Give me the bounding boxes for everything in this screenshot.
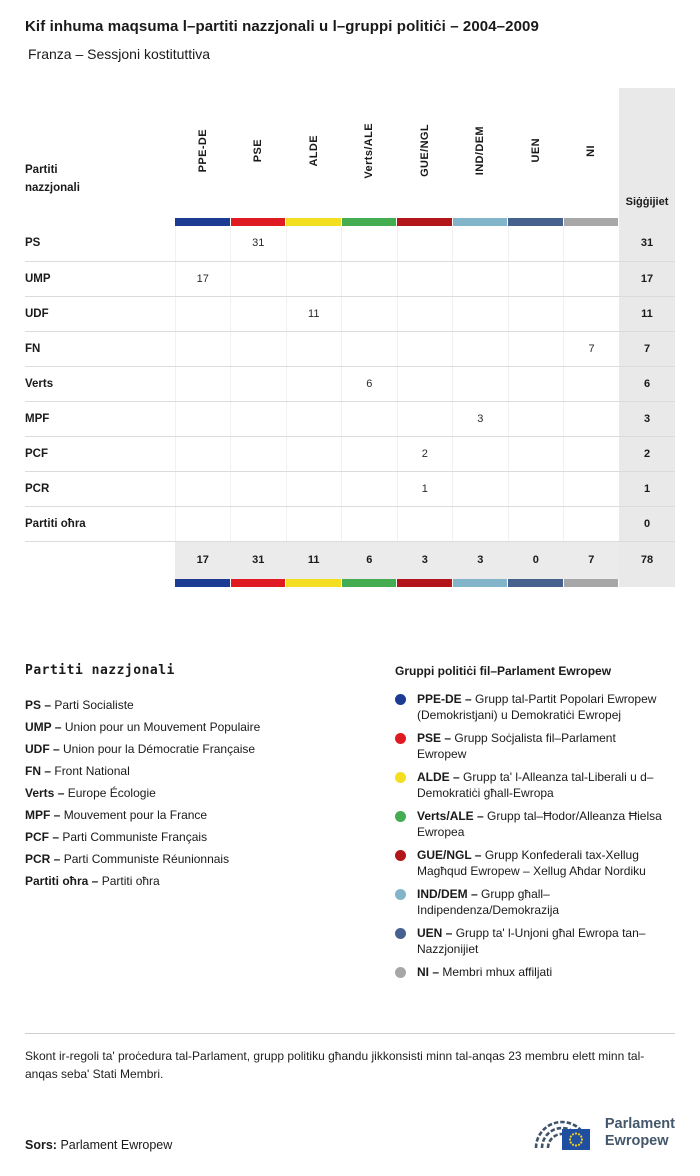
total-cell: 17 (175, 541, 231, 579)
gue-ngl-color-bar (397, 218, 452, 226)
value-cell (508, 261, 564, 296)
legend-item-alde: ALDE – Grupp ta' l-Alleanza tal-Liberali u d–Demokratiċi għall-Ewropa (395, 770, 665, 801)
value-cell (175, 401, 231, 436)
value-cell (231, 331, 287, 366)
value-cell (453, 261, 509, 296)
total-cell: 0 (508, 541, 564, 579)
ind-dem-color-bar (453, 218, 508, 226)
value-cell (231, 296, 287, 331)
value-cell (397, 261, 453, 296)
seats-cell: 1 (619, 471, 675, 506)
page-title: Kif inhuma maqsuma l–partiti nazzjonali u l–gruppi politiċi – 2004–2009 (25, 18, 539, 35)
parliament-logo (532, 1110, 675, 1156)
value-cell: 3 (453, 401, 509, 436)
seats-cell: 2 (619, 436, 675, 471)
legend-item-partiti-ohra: Partiti oħra – Partiti oħra (25, 874, 160, 888)
hemicycle-eu-flag-icon (532, 1110, 596, 1156)
ppe-de-color-bar (175, 579, 230, 587)
value-cell (564, 296, 620, 331)
legend-item-uen: UEN – Grupp ta' l-Unjoni għal Ewropa tan–Nazzjonijiet (395, 926, 665, 957)
party-label: UMP (25, 261, 175, 296)
seats-cell: 11 (619, 296, 675, 331)
value-cell (342, 261, 398, 296)
seats-column-fill (619, 579, 675, 587)
pse-color-bar (231, 579, 286, 587)
value-cell (564, 226, 620, 261)
parties-legend (25, 663, 395, 989)
value-cell (397, 506, 453, 541)
alde-color-dot (395, 772, 406, 783)
gue-ngl-color-bar (397, 579, 452, 587)
value-cell (231, 366, 287, 401)
seats-cell: 17 (619, 261, 675, 296)
groups-legend-title: Gruppi politiċi fil–Parlament Ewropew (395, 664, 612, 678)
legend-item-ps: PS – Parti Socialiste (25, 698, 134, 712)
value-cell (453, 226, 509, 261)
total-cell: 3 (397, 541, 453, 579)
table-row-fn (25, 331, 675, 366)
value-cell (286, 226, 342, 261)
ni-color-bar (564, 218, 619, 226)
value-cell (286, 261, 342, 296)
value-cell (508, 331, 564, 366)
value-cell (286, 436, 342, 471)
seats-cell: 7 (619, 331, 675, 366)
value-cell (231, 506, 287, 541)
value-cell (397, 296, 453, 331)
table-row-verts (25, 366, 675, 401)
value-cell (453, 506, 509, 541)
value-cell (175, 436, 231, 471)
total-cell: 31 (231, 541, 287, 579)
totals-row (25, 541, 675, 579)
value-cell (342, 331, 398, 366)
value-cell (453, 471, 509, 506)
legend-item-verts: Verts – Europe Écologie (25, 786, 156, 800)
page-subtitle: Franza – Sessjoni kostituttiva (28, 46, 211, 62)
value-cell (342, 471, 398, 506)
column-header-verts-ale: Verts/ALE (363, 122, 376, 179)
footnote-text: Skont ir-regoli ta' proċedura tal-Parlament, grupp politiku għandu jikkonsisti minn tal-anqas 23 membru elett minn tal-anqas seba' Stati Membri. (25, 1048, 645, 1082)
source-text: Sors: Parlament Ewropew (25, 1137, 173, 1152)
party-label: PCR (25, 471, 175, 506)
value-cell (342, 401, 398, 436)
party-label: Partiti oħra (25, 506, 175, 541)
party-label: Verts (25, 366, 175, 401)
column-header-ind-dem: IND/DEM (474, 125, 487, 176)
value-cell (231, 436, 287, 471)
value-cell (342, 436, 398, 471)
party-label: UDF (25, 296, 175, 331)
ppe-de-color-dot (395, 694, 406, 705)
column-header-pse: PSE (252, 138, 265, 163)
value-cell (397, 401, 453, 436)
seats-cell: 31 (619, 226, 675, 261)
ind-dem-color-bar (453, 579, 508, 587)
value-cell (564, 401, 620, 436)
legend-item-pcf: PCF – Parti Communiste Français (25, 830, 208, 844)
value-cell (175, 226, 231, 261)
uen-color-dot (395, 928, 406, 939)
total-cell: 6 (342, 541, 398, 579)
value-cell (508, 296, 564, 331)
table-row-pcr (25, 471, 675, 506)
legend-item-ind-dem: IND/DEM – Grupp għall–Indipendenza/Demokrazija (395, 887, 665, 918)
row-header-label: Partiti nazzjonali (25, 164, 80, 195)
value-cell (175, 366, 231, 401)
party-label: PCF (25, 436, 175, 471)
verts-ale-color-dot (395, 811, 406, 822)
value-cell (286, 506, 342, 541)
value-cell (175, 506, 231, 541)
pse-color-bar (231, 218, 286, 226)
legend-item-pcr: PCR – Parti Communiste Réunionnais (25, 852, 230, 866)
pse-color-dot (395, 733, 406, 744)
alde-color-bar (286, 218, 341, 226)
ni-color-bar (564, 579, 619, 587)
parties-legend-title: Partiti nazzjonali (25, 663, 175, 678)
value-cell (286, 331, 342, 366)
distribution-table (25, 88, 675, 587)
value-cell (453, 366, 509, 401)
value-cell: 2 (397, 436, 453, 471)
legend-section (25, 663, 675, 989)
column-header-gue-ngl: GUE/NGL (418, 124, 431, 177)
value-cell (342, 506, 398, 541)
party-label: FN (25, 331, 175, 366)
table-row-pcf (25, 436, 675, 471)
legend-item-ump: UMP – Union pour un Mouvement Populaire (25, 720, 261, 734)
groups-legend (395, 663, 665, 989)
column-header-ppe-de: PPE-DE (196, 128, 209, 173)
value-cell (508, 366, 564, 401)
legend-item-pse: PSE – Grupp Soċjalista fil–Parlament Ewropew (395, 731, 665, 762)
seats-column-header: Siġġijiet (619, 88, 675, 218)
value-cell (508, 401, 564, 436)
table-row-partiti-ohra (25, 506, 675, 541)
gue-ngl-color-dot (395, 850, 406, 861)
table-row-ump (25, 261, 675, 296)
value-cell (397, 226, 453, 261)
legend-item-udf: UDF – Union pour la Démocratie Française (25, 742, 256, 756)
party-label: MPF (25, 401, 175, 436)
value-cell: 1 (397, 471, 453, 506)
value-cell: 6 (342, 366, 398, 401)
value-cell (564, 436, 620, 471)
value-cell (286, 366, 342, 401)
value-cell (564, 261, 620, 296)
legend-item-fn: FN – Front National (25, 764, 130, 778)
table-row-udf (25, 296, 675, 331)
group-color-bar-row (25, 218, 675, 226)
value-cell (453, 296, 509, 331)
legend-item-ppe-de: PPE-DE – Grupp tal-Partit Popolari Ewropew (Demokristjani) u Demokratiċi Ewropej (395, 692, 665, 723)
legend-item-verts-ale: Verts/ALE – Grupp tal–Ħodor/Alleanza Ħielsa Ewropea (395, 809, 665, 840)
column-header-ni: NI (585, 145, 598, 157)
verts-ale-color-bar (342, 579, 397, 587)
value-cell (508, 506, 564, 541)
value-cell (397, 331, 453, 366)
alde-color-bar (286, 579, 341, 587)
value-cell (175, 296, 231, 331)
value-cell (286, 471, 342, 506)
value-cell (397, 366, 453, 401)
seats-cell: 3 (619, 401, 675, 436)
value-cell (453, 436, 509, 471)
value-cell (564, 506, 620, 541)
group-color-bar-row-bottom (25, 579, 675, 587)
value-cell (342, 296, 398, 331)
value-cell (342, 226, 398, 261)
footnote-section (25, 1033, 675, 1084)
seats-column-fill (619, 218, 675, 226)
value-cell: 7 (564, 331, 620, 366)
value-cell (508, 226, 564, 261)
source-row (25, 1110, 675, 1156)
value-cell: 17 (175, 261, 231, 296)
value-cell (508, 471, 564, 506)
legend-item-mpf: MPF – Mouvement pour la France (25, 808, 208, 822)
ni-color-dot (395, 967, 406, 978)
total-cell: 3 (453, 541, 509, 579)
ppe-de-color-bar (175, 218, 230, 226)
blank-cell (25, 579, 175, 587)
table-header-row (25, 88, 675, 218)
value-cell (231, 261, 287, 296)
value-cell (564, 366, 620, 401)
column-header-uen: UEN (529, 138, 542, 163)
table-row-mpf (25, 401, 675, 436)
blank-cell (25, 218, 175, 226)
value-cell: 11 (286, 296, 342, 331)
value-cell (286, 401, 342, 436)
seats-cell: 0 (619, 506, 675, 541)
uen-color-bar (508, 218, 563, 226)
column-header-alde: ALDE (307, 134, 320, 167)
blank-cell (25, 541, 175, 579)
uen-color-bar (508, 579, 563, 587)
total-cell: 11 (286, 541, 342, 579)
corner-cell (25, 88, 175, 218)
value-cell (231, 471, 287, 506)
value-cell (175, 471, 231, 506)
ind-dem-color-dot (395, 889, 406, 900)
seats-cell: 6 (619, 366, 675, 401)
value-cell (231, 401, 287, 436)
party-label: PS (25, 226, 175, 261)
total-seats-cell: 78 (619, 541, 675, 579)
value-cell (175, 331, 231, 366)
logo-wordmark: Parlament Ewropew (604, 1116, 675, 1149)
legend-item-ni: NI – Membri mhux affiljati (395, 965, 665, 981)
total-cell: 7 (564, 541, 620, 579)
value-cell (453, 331, 509, 366)
table-row-ps (25, 226, 675, 261)
legend-item-gue-ngl: GUE/NGL – Grupp Konfederali tax-Xellug Magħqud Ewropew – Xellug Aħdar Nordiku (395, 848, 665, 879)
value-cell (564, 471, 620, 506)
verts-ale-color-bar (342, 218, 397, 226)
value-cell: 31 (231, 226, 287, 261)
value-cell (508, 436, 564, 471)
